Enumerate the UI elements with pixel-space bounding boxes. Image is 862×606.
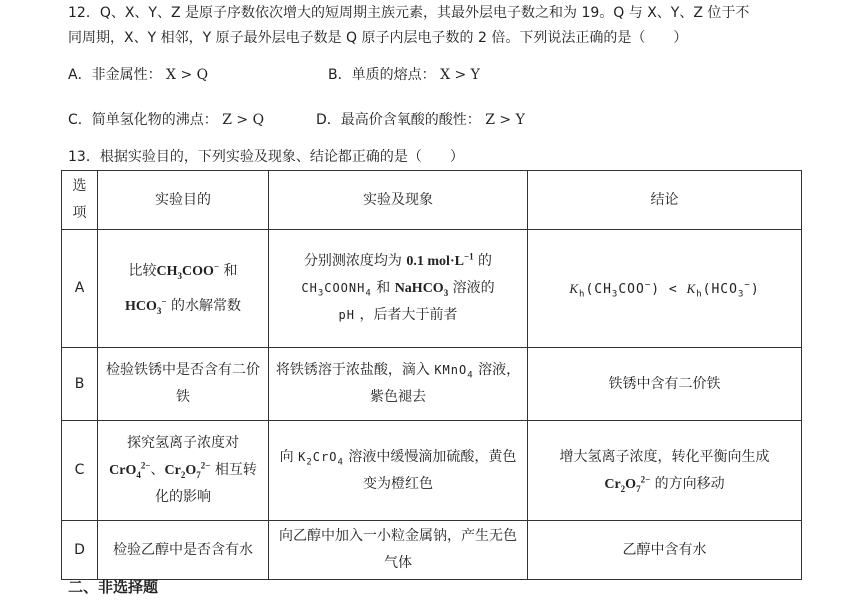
q12-option-b-label: B．单质的熔点： — [328, 67, 436, 83]
row-a-conc-expr2-sub: 3 — [737, 289, 745, 300]
row-a-proc-chem1-tail: COONH — [324, 281, 366, 295]
q12-option-c-label: C．简单氢化物的沸点： — [68, 112, 218, 128]
row-c-purpose — [98, 421, 269, 521]
q12-option-c — [68, 110, 264, 130]
row-d-conclusion: 乙醇中含有水 — [528, 521, 802, 580]
row-a-procedure — [269, 230, 528, 348]
q12-option-d-value: Z > Y — [485, 112, 525, 128]
row-b-label: B — [62, 348, 98, 421]
row-b-conclusion: 铁锈中含有二价铁 — [528, 348, 802, 421]
header-conclusion: 结论 — [528, 171, 802, 230]
row-a-proc-chem1: CH — [301, 281, 318, 295]
row-b-proc-chem-sub: 4 — [467, 370, 474, 381]
table-row-a — [62, 230, 802, 348]
row-a-proc-line2-post: 溶液的 — [448, 280, 495, 296]
header-purpose: 实验目的 — [98, 171, 269, 230]
q12-option-a-value: X > Q — [166, 67, 209, 83]
row-c-proc-post: 溶液中缓慢滴加硫酸，黄色变为橙红色 — [343, 448, 517, 492]
row-a-purpose-post: 的水解常数 — [166, 297, 241, 314]
header-option-line1: 选 — [72, 178, 87, 194]
q12-option-d-label: D．最高价含氧酸的酸性： — [316, 112, 481, 128]
row-a-conc-expr1-tail: COO — [618, 281, 645, 297]
row-c-purpose-chem1-sub: 4 — [136, 469, 141, 480]
row-c-conc-line1: 增大氢离子浓度，转化平衡向生成 — [559, 448, 770, 465]
row-c-conc-chem: Cr — [604, 476, 621, 492]
row-c-conc-chem-sub: 2 — [620, 483, 626, 494]
row-a-conc-lt: ) < — [651, 281, 687, 297]
row-a-conc-expr1-sub: 3 — [611, 289, 619, 300]
row-a-conc-expr2: (HCO — [702, 281, 738, 297]
table-row-c — [62, 421, 802, 521]
row-c-purpose-sep: 、 — [150, 462, 165, 478]
q12-option-a-label: A．非金属性： — [68, 67, 162, 83]
q12-option-c-value: Z > Q — [222, 112, 265, 128]
row-a-conc-end: ) — [750, 281, 760, 297]
row-a-proc-line3-post: ，后者大于前者 — [355, 307, 458, 323]
experiment-table — [61, 170, 802, 580]
row-a-proc-ph: pH — [338, 308, 355, 322]
row-d-label: D — [62, 521, 98, 580]
row-c-purpose-chem2-tail: O — [185, 463, 197, 478]
row-b-procedure — [269, 348, 528, 421]
row-c-procedure — [269, 421, 528, 521]
row-a-conc-expr1-sup: − — [644, 280, 652, 291]
header-option — [62, 171, 98, 230]
row-c-proc-chem: K — [298, 449, 307, 464]
row-a-purpose-chem2-sup: − — [161, 295, 167, 306]
row-a-purpose — [98, 230, 269, 348]
q13-stem: 13．根据实验目的，下列实验及现象、结论都正确的是（ ） — [68, 149, 464, 165]
row-c-purpose-line3: 化的影响 — [155, 489, 211, 505]
row-c-conclusion — [528, 421, 802, 521]
row-c-purpose-chem2-sup: 2− — [200, 460, 211, 471]
row-a-proc-chem2-sub: 3 — [443, 287, 449, 298]
row-a-proc-and: 和 — [371, 280, 395, 296]
row-c-proc-chem-sub2: 4 — [337, 456, 344, 467]
q12-option-b — [328, 65, 480, 85]
row-a-proc-line1-post: 的 — [473, 253, 493, 269]
row-a-proc-conc-sup: −1 — [463, 251, 474, 262]
row-c-purpose-chem2: Cr — [164, 463, 181, 478]
row-c-conc-post: 的方向移动 — [650, 475, 725, 492]
row-c-purpose-chem2-sub: 2 — [180, 469, 186, 480]
row-d-procedure: 向乙醇中加入一小粒金属钠，产生无色气体 — [269, 521, 528, 580]
q12-stem-line2: 同周期，X、Y 相邻，Y 原子最外层电子数是 Q 原子内层电子数的 2 倍。下列说法正确的是（ ） — [68, 30, 688, 46]
row-a-conc-k1: K — [569, 280, 580, 296]
row-c-proc-pre: 向 — [279, 448, 299, 465]
row-a-conc-k2: K — [686, 280, 697, 296]
row-c-proc-chem-tail: CrO — [312, 449, 338, 464]
row-a-conclusion — [528, 230, 802, 348]
row-c-purpose-chem1-sup: 2− — [140, 460, 151, 471]
section-title: 二、非选择题 — [68, 578, 159, 596]
row-a-conc-expr1: (CH — [585, 281, 612, 297]
row-a-proc-chem2: NaHCO — [394, 281, 444, 296]
row-a-conc-k1-sub: h — [579, 289, 586, 300]
row-c-conc-chem-sub2: 7 — [636, 483, 641, 494]
row-a-purpose-chem1-tail: COO — [182, 263, 214, 279]
q12-option-d — [316, 110, 525, 130]
q12-option-a — [68, 65, 208, 85]
row-c-purpose-chem2-sub2: 7 — [196, 469, 201, 480]
row-a-proc-pre: 分别测浓度均为 — [303, 253, 407, 269]
q12-stem-line1: 12．Q、X、Y、Z 是原子序数依次增大的短周期主族元素，其最外层电子数之和为 19。Q 与 X、Y、Z 位于不 — [68, 5, 750, 21]
table-row-d — [62, 521, 802, 580]
row-a-purpose-chem1: CH — [156, 263, 178, 279]
row-c-conc-chem-tail: O — [625, 476, 637, 492]
row-b-proc-post: 溶液，紫色褪去 — [370, 362, 521, 405]
row-c-purpose-chem1: CrO — [109, 463, 137, 478]
row-c-label: C — [62, 421, 98, 521]
row-a-proc-conc: 0.1 mol·L — [406, 254, 464, 269]
row-c-conc-chem-sup: 2− — [640, 473, 651, 484]
row-a-purpose-chem1-sup: − — [213, 260, 220, 271]
row-b-purpose: 检验铁锈中是否含有二价铁 — [98, 348, 269, 421]
row-a-purpose-and: 和 — [219, 262, 238, 279]
row-b-proc-pre: 将铁锈溶于浓盐酸，滴入 — [275, 362, 435, 378]
row-c-purpose-line1: 探究氢离子浓度对 — [127, 435, 239, 451]
row-a-purpose-chem2: HCO — [125, 298, 157, 314]
row-a-purpose-pre: 比较 — [128, 262, 157, 279]
row-b-proc-chem: KMnO — [434, 363, 468, 377]
header-option-line2: 项 — [72, 205, 87, 221]
row-a-conc-expr2-sup: − — [744, 280, 751, 291]
row-c-proc-chem-sub: 2 — [306, 456, 313, 467]
row-a-label: A — [62, 230, 98, 348]
row-c-purpose-line2-post: 相互转 — [210, 462, 257, 478]
row-a-purpose-chem2-sub: 3 — [156, 305, 162, 316]
row-a-conc-k2-sub: h — [696, 289, 703, 300]
table-row-b — [62, 348, 802, 421]
row-d-purpose: 检验乙醇中是否含有水 — [98, 521, 269, 580]
header-procedure: 实验及现象 — [269, 171, 528, 230]
row-a-purpose-chem1-sub: 3 — [177, 270, 182, 281]
row-a-proc-chem1-sub: 3 — [317, 288, 325, 299]
q12-option-b-value: X > Y — [440, 67, 480, 83]
row-a-proc-chem1-sub2: 4 — [365, 288, 372, 299]
table-header-row — [62, 171, 802, 230]
